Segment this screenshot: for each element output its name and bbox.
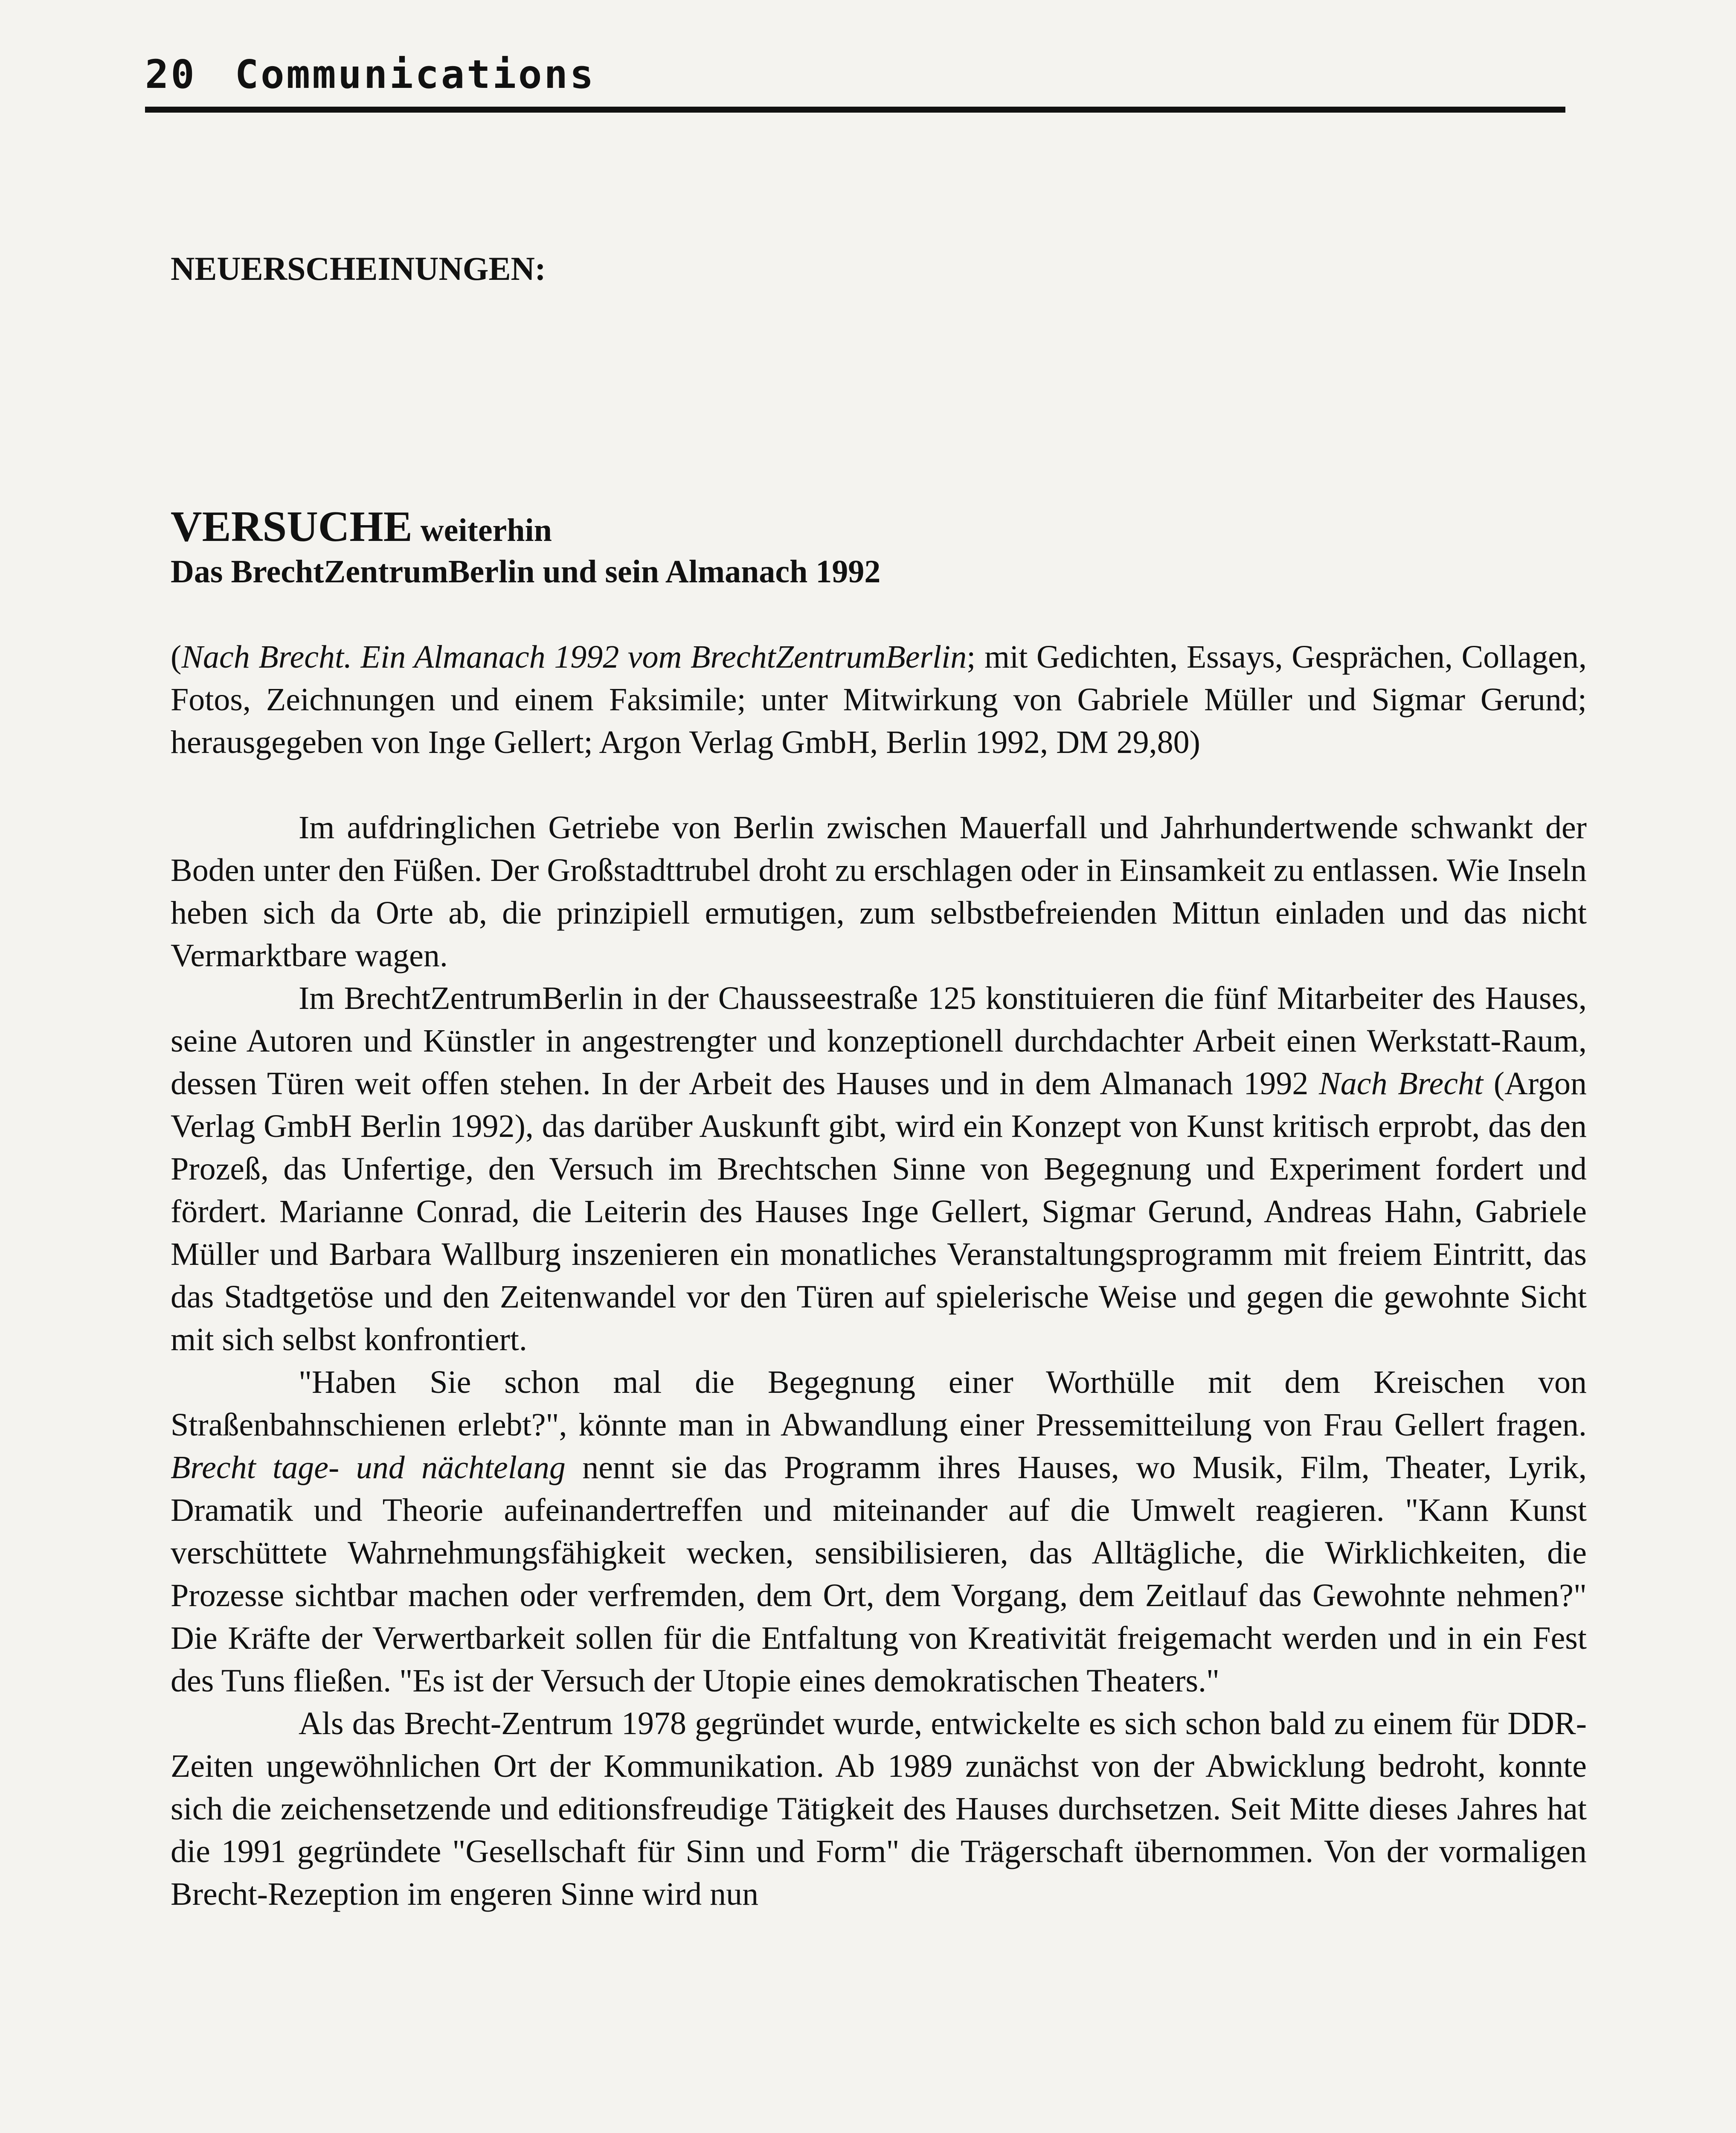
paragraph-2-italic: Nach Brecht (1319, 1066, 1483, 1101)
paragraph-2-text-a: Im BrechtZentrumBerlin in der Chausseestraße 125 konstituieren die fünf Mitarbeiter des Hauses, seine Autoren und Künstler in angestrengter und konzeptionell durchdachter Arbeit einen Werkstatt-Raum, dessen Türen weit offen stehen. In der Arbeit des Hauses und in dem Almanach 1992 (171, 980, 1587, 1101)
citation (171, 636, 1587, 764)
paragraph-3-italic: Brecht tage- und nächtelang (171, 1450, 566, 1485)
paragraph-2 (171, 977, 1587, 1361)
article-body (171, 806, 1587, 1915)
page-number: 20 (145, 52, 197, 97)
journal-section-title: Communications (235, 52, 596, 97)
citation-open: ( (171, 639, 182, 675)
header-text (145, 51, 1565, 98)
paragraph-2-text-b: (Argon Verlag GmbH Berlin 1992), das darüber Auskunft gibt, wird ein Konzept von Kunst kritisch erprobt, das den Prozeß, das Unfertige, den Versuch im Brechtschen Sinne von Begegnung und Experiment fordert und fördert. Marianne Conrad, die Leiterin des Hauses Inge Gellert, Sigmar Gerund, Andreas Hahn, Gabriele Müller und Barbara Wallburg inszenieren ein monatliches Veranstaltungsprogramm mit freiem Eintritt, das das Stadtgetöse und den Zeitenwandel vor den Türen auf spielerische Weise und gegen die gewohnte Sicht mit sich selbst konfrontiert. (171, 1066, 1587, 1357)
section-label: NEUERSCHEINUNGEN: (171, 250, 546, 287)
header-rule (145, 107, 1565, 113)
article-title-main: VERSUCHE (171, 503, 412, 551)
paragraph-1: Im aufdringlichen Getriebe von Berlin zwischen Mauerfall und Jahrhundertwende schwankt der Boden unter den Füßen. Der Großstadttrubel droht zu erschlagen oder in Einsamkeit zu entlassen. Wie Inseln heben sich da Orte ab, die prinzipiell ermutigen, zum selbstbefreienden Mittun einladen und das nicht Vermarktbare wagen. (171, 810, 1587, 974)
paragraph-3-text-b: nennt sie das Programm ihres Hauses, wo Musik, Film, Theater, Lyrik, Dramatik und Theorie aufeinandertreffen und miteinander auf die Umwelt reagieren. "Kann Kunst verschüttete Wahrnehmungsfähigkeit wecken, sensibilisieren, das Alltägliche, die Wirklichkeiten, die Prozesse sichtbar machen oder verfremden, dem Ort, dem Vorgang, dem Zeitlauf das Gewohnte nehmen?" Die Kräfte der Verwertbarkeit sollen für die Entfaltung von Kreativität freigemacht werden und in ein Fest des Tuns fließen. "Es ist der Versuch der Utopie eines demokratischen Theaters." (171, 1450, 1587, 1699)
article-title-rest: weiterhin (412, 512, 552, 548)
running-header (145, 51, 1565, 113)
article-subtitle: Das BrechtZentrumBerlin und sein Almanach 1992 (171, 554, 881, 590)
paragraph-3 (171, 1361, 1587, 1702)
paragraph-3-text-a: "Haben Sie schon mal die Begegnung einer Worthülle mit dem Kreischen von Straßenbahnschienen erlebt?", könnte man in Abwandlung einer Pressemitteilung von Frau Gellert fragen. (171, 1364, 1587, 1443)
citation-details: ; mit Gedichten, Essays, Gesprächen, Collagen, Fotos, Zeichnungen und einem Faksimile; unter Mitwirkung von Gabriele Müller und Sigmar Gerund; herausgegeben von Inge Gellert; Argon Verlag GmbH, Berlin 1992, DM 29,80) (171, 639, 1587, 760)
citation-title: Nach Brecht. Ein Almanach 1992 vom BrechtZentrumBerlin (181, 639, 967, 675)
paragraph-4: Als das Brecht-Zentrum 1978 gegründet wurde, entwickelte es sich schon bald zu einem für DDR-Zeiten ungewöhnlichen Ort der Kommunikation. Ab 1989 zunächst von der Abwicklung bedroht, konnte sich die zeichensetzende und editionsfreudige Tätigkeit des Hauses durchsetzen. Seit Mitte dieses Jahres hat die 1991 gegründete "Gesellschaft für Sinn und Form" die Trägerschaft übernommen. Von der vormaligen Brecht-Rezeption im engeren Sinne wird nun (171, 1706, 1587, 1912)
